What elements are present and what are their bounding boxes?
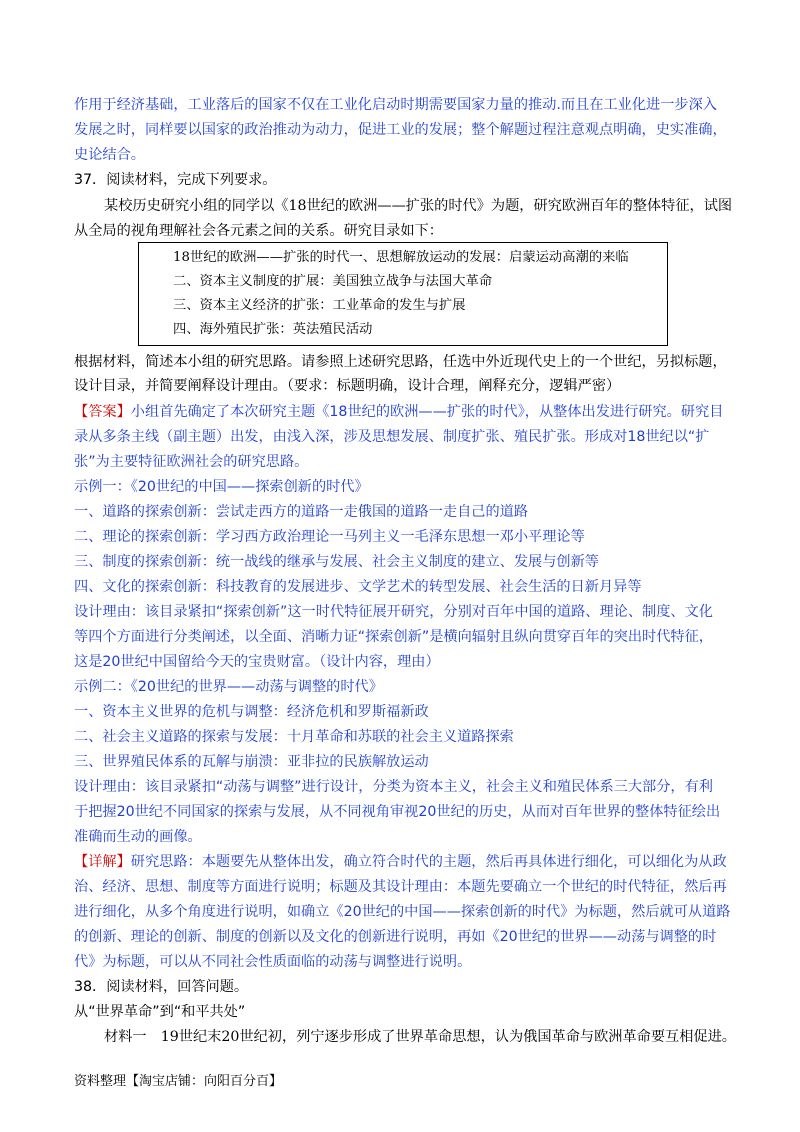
text-line — [74, 577, 734, 597]
catalog-line: 三、资本主义经济的扩张：工业革命的发生与扩展 — [173, 298, 466, 313]
line-text: 示例二：《20世纪的世界——动荡与调整的时代》 — [74, 679, 383, 695]
line-text: 38．阅读材料，回答问题。 — [74, 979, 249, 995]
answer-label: 【详解】 — [74, 854, 131, 870]
text-line — [74, 927, 734, 947]
line-text: 设计理由：该目录紧扣“动荡与调整”进行设计，分类为资本主义，社会主义和殖民体系三大部分，有利 — [74, 779, 713, 795]
line-text: 的创新、理论的创新、制度的创新以及文化的创新进行说明，再如《20世纪的世界——动荡与调整的时 — [74, 929, 717, 945]
text-line — [74, 727, 734, 747]
answer-label: 【答案】 — [74, 404, 131, 420]
line-text: 材料一 19世纪末20世纪初，列宁逐步形成了世界革命思想，认为俄国革命与欧洲革命要互相促进。 — [104, 1029, 736, 1045]
line-text: 一、资本主义世界的危机与调整：经济危机和罗斯福新政 — [74, 704, 429, 720]
line-text: 这是20世纪中国留给今天的宝贵财富。（设计内容，理由） — [74, 654, 440, 670]
line-text: 三、世界殖民体系的瓦解与崩溃：亚非拉的民族解放运动 — [74, 754, 429, 770]
line-text: 录从多条主线（副主题）出发，由浅入深，涉及思想发展、制度扩张、殖民扩张。形成对18世纪以“扩 — [74, 429, 710, 445]
text-line — [74, 652, 734, 672]
text-line — [74, 752, 734, 772]
text-line — [74, 477, 734, 497]
text-line — [74, 552, 734, 572]
text-line — [74, 777, 734, 797]
line-text: 四、文化的探索创新：科技教育的发展进步、文学艺术的转型发展、社会生活的日新月异等 — [74, 579, 642, 595]
catalog-line: 四、海外殖民扩张：英法殖民活动 — [173, 322, 373, 337]
text-line — [74, 376, 734, 396]
line-text: 进行细化，从多个角度进行说明，如确立《20世纪的中国——探索创新的时代》为标题，然后就可从道路 — [74, 904, 731, 920]
text-line — [104, 196, 764, 216]
text-line — [74, 602, 734, 622]
line-text: 史论结合。 — [74, 147, 145, 163]
line-text: 小组首先确定了本次研究主题《18世纪的欧洲——扩张的时代》，从整体出发进行研究。研究目 — [130, 404, 724, 420]
text-line — [74, 1002, 734, 1022]
text-line — [74, 95, 734, 115]
catalog-line: 18世纪的欧洲——扩张的时代一、思想解放运动的发展：启蒙运动高潮的来临 — [173, 250, 629, 265]
line-text: 一、道路的探索创新：尝试走西方的道路一走俄国的道路一走自己的道路 — [74, 504, 529, 520]
text-line — [74, 702, 734, 722]
text-line — [74, 802, 734, 822]
line-text: 代》为标题，可以从不同社会性质面临的动荡与调整进行说明。 — [74, 954, 472, 970]
text-line — [104, 1027, 764, 1047]
line-text: 发展之时，同样要以国家的政治推动为动力，促进工业的发展；整个解题过程注意观点明确，史实准确， — [74, 122, 727, 138]
line-text: 二、理论的探索创新：学习西方政治理论一马列主义一毛泽东思想一邓小平理论等 — [74, 529, 585, 545]
research-catalog-box — [138, 242, 668, 346]
line-text: 从全局的视角理解社会各元素之间的关系。研究目录如下： — [74, 223, 443, 239]
line-text: 三、制度的探索创新：统一战线的继承与发展、社会主义制度的建立、发展与创新等 — [74, 554, 599, 570]
footer-source: 资料整理【淘宝店铺：向阳百分百】 — [74, 1074, 283, 1089]
text-line — [74, 120, 734, 140]
text-line — [74, 977, 734, 997]
text-line — [74, 427, 734, 447]
text-line — [74, 170, 734, 190]
line-text: 张”为主要特征欧洲社会的研究思路。 — [74, 454, 309, 470]
catalog-line: 二、资本主义制度的扩展：美国独立战争与法国大革命 — [173, 274, 493, 289]
text-line — [74, 877, 734, 897]
text-line — [74, 677, 734, 697]
text-line — [74, 527, 734, 547]
text-line — [74, 902, 734, 922]
line-text: 设计理由：该目录紧扣“探索创新”这一时代特征展开研究，分别对百年中国的道路、理论、制度、文化 — [74, 604, 713, 620]
text-line — [74, 352, 734, 372]
text-line — [74, 221, 734, 241]
line-text: 准确而生动的画像。 — [74, 829, 202, 845]
text-line — [74, 827, 734, 847]
text-line — [74, 402, 734, 422]
text-line — [74, 502, 734, 522]
text-line — [74, 452, 734, 472]
text-line — [74, 627, 734, 647]
line-text: 作用于经济基础，工业落后的国家不仅在工业化启动时期需要国家力量的推动.而且在工业化进一步深入 — [74, 97, 717, 113]
line-text: 等四个方面进行分类阐述，以全面、消晰力证“探索创新”是横向辐射且纵向贯穿百年的突出时代特征， — [74, 629, 713, 645]
line-text: 某校历史研究小组的同学以《18世纪的欧洲——扩张的时代》为题，研究欧洲百年的整体特征，试图 — [104, 198, 733, 214]
line-text: 示例一：《20世纪的中国——探索创新的时代》 — [74, 479, 369, 495]
line-text: 37．阅读材料，完成下列要求。 — [74, 172, 277, 188]
line-text: 二、社会主义道路的探索与发展：十月革命和苏联的社会主义道路探索 — [74, 729, 514, 745]
line-text: 研究思路：本题要先从整体出发，确立符合时代的主题，然后再具体进行细化，可以细化为从政 — [130, 854, 727, 870]
line-text: 治、经济、思想、制度等方面进行说明；标题及其设计理由：本题先要确立一个世纪的时代特征，然后再 — [74, 879, 727, 895]
line-text: 从“世界革命”到“和平共处” — [74, 1004, 246, 1020]
line-text: 根据材料，简述本小组的研究思路。请参照上述研究思路，任选中外近现代史上的一个世纪，另拟标题， — [74, 354, 727, 370]
text-line — [74, 852, 734, 872]
text-line — [74, 145, 734, 165]
line-text: 设计目录，并简要阐释设计理由。（要求：标题明确，设计合理，阐释充分，逻辑严密） — [74, 378, 621, 394]
text-line — [74, 952, 734, 972]
line-text: 于把握20世纪不同国家的探索与发展，从不同视角审视20世纪的历史，从而对百年世界的整体特征绘出 — [74, 804, 721, 820]
